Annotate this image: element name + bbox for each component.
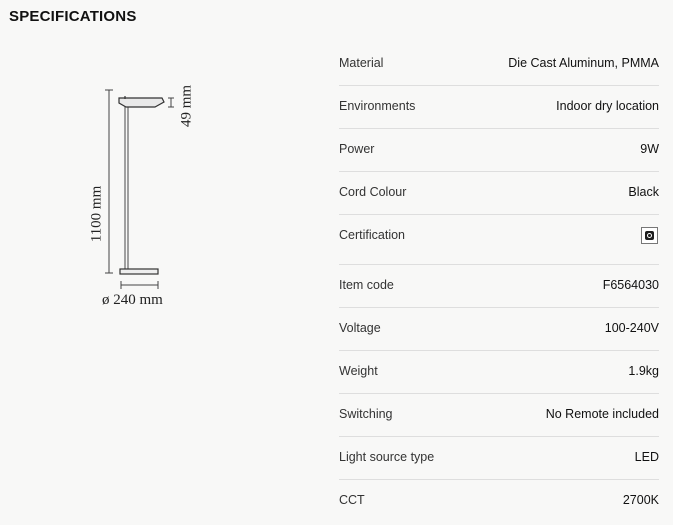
spec-value: 1.9kg <box>628 364 659 378</box>
spec-row-environments <box>339 86 659 129</box>
spec-value: Black <box>628 185 659 199</box>
head-dimension-label: 49 mm <box>178 84 195 128</box>
spec-label: Light source type <box>339 450 435 464</box>
page-title: SPECIFICATIONS <box>9 8 137 25</box>
spec-value: No Remote included <box>545 407 659 421</box>
base-dimension-label: ø 240 mm <box>102 292 163 308</box>
spec-row-power <box>339 129 659 172</box>
spec-row-item-code <box>339 265 659 308</box>
lamp-dimension-drawing <box>80 82 230 317</box>
spec-value: Indoor dry location <box>556 99 659 113</box>
spec-value: LED <box>634 450 659 464</box>
spec-label: Item code <box>339 278 394 292</box>
spec-label: Power <box>339 142 375 156</box>
spec-row-voltage <box>339 308 659 351</box>
spec-row-cord-colour <box>339 172 659 215</box>
spec-label: Certification <box>339 228 405 242</box>
spec-row-material <box>339 43 659 86</box>
spec-label: Switching <box>339 407 393 421</box>
spec-row-certification <box>339 215 659 265</box>
spec-value: 9W <box>640 142 659 156</box>
spec-row-weight <box>339 351 659 394</box>
spec-value: 2700K <box>622 493 659 507</box>
spec-label: Material <box>339 56 384 70</box>
spec-row-light-source-type <box>339 437 659 480</box>
certification-mark-icon <box>641 227 658 244</box>
spec-value: 100-240V <box>604 321 659 335</box>
spec-label: Voltage <box>339 321 381 335</box>
spec-label: CCT <box>339 493 365 507</box>
spec-label: Cord Colour <box>339 185 407 199</box>
height-dimension-label: 1100 mm <box>88 185 105 243</box>
spec-value: F6564030 <box>602 278 659 292</box>
spec-value: Die Cast Aluminum, PMMA <box>508 56 659 70</box>
spec-row-cct <box>339 480 659 522</box>
spec-row-switching <box>339 394 659 437</box>
spec-label: Weight <box>339 364 378 378</box>
specifications-table <box>339 43 659 522</box>
spec-label: Environments <box>339 99 416 113</box>
